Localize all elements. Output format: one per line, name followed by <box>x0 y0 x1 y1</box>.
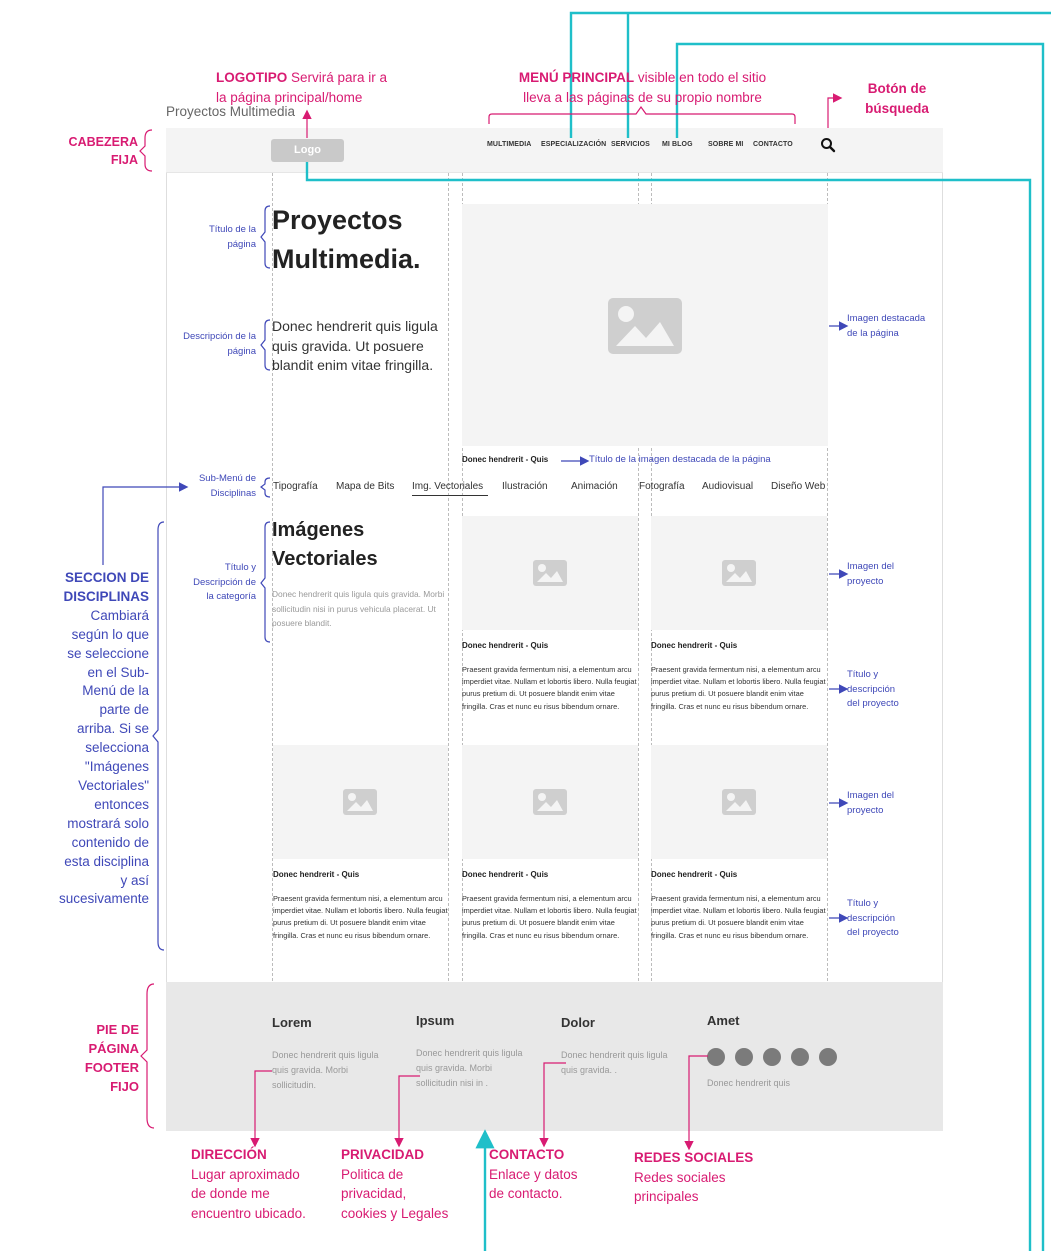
social-icon[interactable] <box>763 1048 781 1066</box>
social-icon[interactable] <box>791 1048 809 1066</box>
submenu-item[interactable]: Ilustración <box>502 481 548 492</box>
disciplines-text-line: Menú de la <box>82 683 149 699</box>
page-title-line: Multimedia. <box>272 244 421 274</box>
project-title: Donec hendrerit - Quis <box>651 870 738 879</box>
label-line: del proyecto <box>847 698 899 709</box>
menu-title: MENÚ PRINCIPAL <box>518 70 635 85</box>
footer-col2-text[interactable]: Donec hendrerit quis ligula quis gravida. Morbi sollicitudin nisi in . <box>416 1048 523 1088</box>
privacidad-text: privacidad, <box>341 1186 407 1201</box>
search-annotation <box>852 79 942 119</box>
header-fixed-line: FIJA <box>110 153 138 167</box>
footer-bracket <box>141 984 154 1128</box>
disciplines-text-line: y así <box>120 872 149 888</box>
page-desc-label <box>160 330 256 359</box>
submenu-item[interactable]: Audiovisual <box>702 481 754 492</box>
submenu-item[interactable]: Animación <box>571 481 618 492</box>
search-icon[interactable] <box>820 137 836 153</box>
image-placeholder-icon <box>533 789 567 815</box>
menu-annotation <box>485 68 800 108</box>
label-line: Imagen destacada <box>847 313 926 324</box>
image-placeholder-icon <box>608 298 682 354</box>
search-arrow <box>828 98 840 128</box>
project-title: Donec hendrerit - Quis <box>651 641 738 650</box>
footer-col4-text: Donec hendrerit quis <box>707 1078 791 1088</box>
social-icon[interactable] <box>735 1048 753 1066</box>
project-description: Praesent gravida fermentum nisi, a elementum arcu imperdiet vitae. Nullam et lobortis libero. Nulla feugiat purus pretium di. Ut posuere blandit enim vitae fringilla. Cras et nunc eu risus bibendum ornare. <box>273 894 448 940</box>
social-icon[interactable] <box>707 1048 725 1066</box>
header-fixed-line: CABEZERA <box>68 135 138 149</box>
submenu-label <box>175 472 256 501</box>
project-desc-label <box>847 897 937 941</box>
menu-bracket <box>489 107 795 124</box>
label-line: Título y <box>224 562 256 573</box>
project-image[interactable] <box>462 745 638 859</box>
disciplines-text-line: esta disciplina <box>64 853 149 869</box>
project-desc-label <box>847 668 937 712</box>
search-annotation-line: búsqueda <box>865 101 929 116</box>
project-image[interactable] <box>651 516 827 630</box>
submenu-item[interactable]: Mapa de Bits <box>336 481 395 492</box>
label-line: Descripción de <box>193 576 256 588</box>
label-line: página <box>227 238 256 250</box>
category-title-line: Imágenes <box>272 519 365 541</box>
disciplines-text-line: Vectoriales" <box>78 777 149 793</box>
nav-servicios[interactable]: SERVICIOS <box>611 141 650 148</box>
contacto-title: CONTACTO <box>489 1147 565 1162</box>
privacidad-title: PRIVACIDAD <box>341 1147 425 1162</box>
page-title <box>272 201 462 279</box>
footer-fixed-line: PIE DE <box>96 1022 139 1037</box>
header-fixed-annotation <box>40 133 138 169</box>
category-title <box>272 516 452 574</box>
logo-button[interactable]: Logo <box>271 139 344 162</box>
featured-image <box>462 204 828 446</box>
redes-text: Redes sociales <box>634 1169 726 1185</box>
category-label <box>170 561 256 605</box>
featured-image-label <box>847 312 947 341</box>
nav-mi-blog[interactable]: MI BLOG <box>662 141 693 148</box>
submenu-item[interactable]: Fotografía <box>639 481 685 492</box>
label-line: descripción <box>847 683 896 695</box>
project-image-label <box>847 789 937 818</box>
direccion-text: Lugar aproximado <box>191 1166 300 1182</box>
project-description: Praesent gravida fermentum nisi, a elementum arcu imperdiet vitae. Nullam et lobortis libero. Nulla feugiat purus pretium di. Ut posuere blandit enim vitae fringilla. Cras et nunc eu risus bibendum ornare. <box>651 665 826 711</box>
disciplines-text-line: se seleccione <box>67 645 149 661</box>
disciplines-text-line: sucesivamente <box>58 891 149 907</box>
footer-col1-text: Donec hendrerit quis ligula quis gravida. Morbi sollicitudin. <box>272 1050 379 1090</box>
label-line: Disciplinas <box>210 487 256 499</box>
image-placeholder-icon <box>533 560 567 586</box>
project-description: Praesent gravida fermentum nisi, a elementum arcu imperdiet vitae. Nullam et lobortis libero. Nulla feugiat purus pretium di. Ut posuere blandit enim vitae fringilla. Cras et nunc eu risus bibendum ornare. <box>462 665 637 711</box>
label-line: Título y <box>847 669 879 680</box>
project-title: Donec hendrerit - Quis <box>462 870 549 879</box>
header-bracket <box>140 130 152 171</box>
project-title: Donec hendrerit - Quis <box>273 870 360 879</box>
project-description: Praesent gravida fermentum nisi, a elementum arcu imperdiet vitae. Nullam et lobortis libero. Nulla feugiat purus pretium di. Ut posuere blandit enim vitae fringilla. Cras et nunc eu risus bibendum ornare. <box>462 894 637 940</box>
label-line: proyecto <box>847 575 884 587</box>
project-image-label <box>847 560 937 589</box>
disciplines-title-line: SECCION DE <box>64 570 149 585</box>
direccion-title: DIRECCIÓN <box>191 1147 267 1162</box>
contacto-text: de contacto. <box>489 1186 563 1201</box>
nav-multimedia[interactable]: MULTIMEDIA <box>487 141 532 148</box>
disciplines-text-line: selecciona <box>85 740 149 756</box>
footer-col2-title: Ipsum <box>416 1013 455 1028</box>
disciplines-text-line: en el Sub- <box>87 664 149 680</box>
label-line: proyecto <box>847 804 884 816</box>
image-placeholder-icon <box>722 789 756 815</box>
disciplines-text-line: contenido de <box>71 834 149 850</box>
logotipo-title: LOGOTIPO <box>216 70 288 85</box>
label-line: Imagen del <box>847 561 895 572</box>
page-title-line: Proyectos <box>272 205 403 235</box>
featured-caption: Donec hendrerit - Quis <box>462 455 549 464</box>
disciplines-text-line: mostrará solo <box>67 815 149 831</box>
footer-fixed-annotation <box>40 1020 139 1096</box>
submenu-active-underline <box>412 495 488 496</box>
disciplines-title-line: DISCIPLINAS <box>63 588 149 604</box>
label-line: Título y <box>847 898 879 909</box>
direccion-text: encuentro ubicado. <box>191 1205 306 1221</box>
window-title: Proyectos Multimedia <box>166 104 296 119</box>
nav-contacto[interactable]: CONTACTO <box>753 141 793 148</box>
redes-annotation <box>634 1148 774 1207</box>
footer-col3-text[interactable]: Donec hendrerit quis ligula quis gravida. . <box>561 1050 668 1075</box>
footer-col1-title: Lorem <box>272 1015 312 1030</box>
redes-text: principales <box>634 1189 699 1204</box>
disciplines-text-line: "Imágenes <box>84 759 149 775</box>
nav-sobre-mi[interactable]: SOBRE MI <box>708 141 744 148</box>
category-description: Donec hendrerit quis ligula quis gravida. Morbi sollicitudin nisi in purus vehicula placerat. Ut posuere blandit. <box>272 589 445 629</box>
logotipo-text: Servirá para ir a <box>287 70 388 85</box>
direccion-annotation <box>191 1145 341 1223</box>
footer-col4-title: Amet <box>707 1013 740 1028</box>
search-annotation-line: Botón de <box>867 81 927 96</box>
disciplines-annotation <box>20 569 149 909</box>
submenu-item-active[interactable]: Img. Vectoriales <box>412 481 484 492</box>
label-line: la categoría <box>206 591 256 602</box>
label-line: página <box>227 345 256 357</box>
label-line: de la página <box>847 327 899 339</box>
page-description: Donec hendrerit quis ligula quis gravida. Ut posuere blandit enim vitae fringilla. <box>272 318 438 373</box>
nav-especializacion[interactable]: ESPECIALIZACIÓN <box>541 141 607 148</box>
label-line: Título de la <box>209 224 256 235</box>
privacidad-annotation <box>341 1145 481 1223</box>
image-placeholder-icon <box>722 560 756 586</box>
redes-title: REDES SOCIALES <box>634 1150 754 1165</box>
label-line: descripción <box>847 912 896 924</box>
label-line: Sub-Menú de <box>198 473 256 484</box>
project-image[interactable] <box>651 745 827 859</box>
image-placeholder-icon <box>343 789 377 815</box>
menu-text: lleva a las páginas de su propio nombre <box>523 90 762 105</box>
direccion-text: de donde me <box>191 1186 270 1201</box>
label-line: Descripción de la <box>183 331 256 342</box>
category-title-line: Vectoriales <box>272 548 378 570</box>
contacto-text: Enlace y datos <box>489 1166 578 1182</box>
footer-col3-title: Dolor <box>561 1015 595 1030</box>
project-description: Praesent gravida fermentum nisi, a elementum arcu imperdiet vitae. Nullam et lobortis libero. Nulla feugiat purus pretium di. Ut posuere blandit enim vitae fringilla. Cras et nunc eu risus bibendum ornare. <box>651 894 826 940</box>
featured-title-label: Título de la imagen destacada de la página <box>589 454 771 465</box>
footer-fixed-line: FOOTER <box>84 1060 139 1075</box>
disciplinas-bracket <box>153 522 164 950</box>
privacidad-text: cookies y Legales <box>341 1205 449 1221</box>
submenu-item[interactable]: Tipografía <box>273 481 318 492</box>
submenu-item[interactable]: Diseño Web <box>771 481 826 492</box>
footer-fixed-line: PÁGINA <box>88 1041 139 1056</box>
label-line: Imagen del <box>847 790 895 801</box>
disciplines-text-line: arriba. Si se <box>76 721 149 737</box>
privacidad-text: Politica de <box>341 1166 404 1182</box>
disciplines-text-line: entonces <box>94 796 149 812</box>
project-image[interactable] <box>462 516 638 630</box>
logotipo-annotation <box>216 68 416 108</box>
logotipo-text: la página principal/home <box>216 90 363 105</box>
page-title-label <box>175 223 256 252</box>
contacto-annotation <box>489 1145 609 1204</box>
disciplines-text-line: parte de <box>99 702 149 718</box>
menu-text: visible en todo el sitio <box>634 70 767 85</box>
disciplines-text-line: según lo que <box>71 626 149 642</box>
project-title: Donec hendrerit - Quis <box>462 641 549 650</box>
label-line: del proyecto <box>847 927 899 938</box>
social-icon[interactable] <box>819 1048 837 1066</box>
project-image[interactable] <box>273 745 448 859</box>
footer-fixed-line: FIJO <box>110 1079 139 1094</box>
disciplines-text-line: Cambiará <box>90 607 149 623</box>
